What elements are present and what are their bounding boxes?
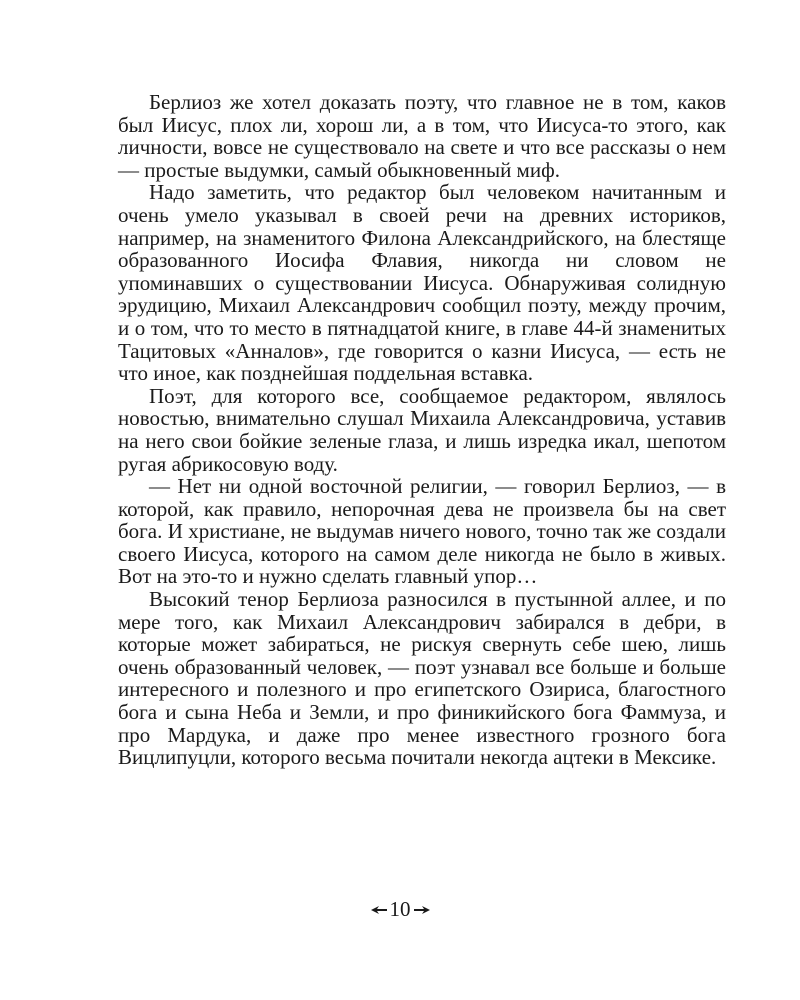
body-text bbox=[118, 91, 726, 769]
paragraph-5: Высокий тенор Берлиоза разносился в пустынной аллее, и по мере того, как Михаил Александрович забирался в дебри, в которые может забираться, не рискуя свернуть себе шею, лишь очень образованный человек, — поэт узнавал все больше и больше интересного и полезного и про египетского Озириса, благостного бога и сына Неба и Земли, и про финикийского бога Фаммуза, и про Мардука, и даже про менее известного грозного бога Вицлипуцли, которого весьма почитали некогда ацтеки в Мексике. bbox=[118, 587, 726, 770]
paragraph-3: Поэт, для которого все, сообщаемое редактором, являлось новостью, внимательно слушал Михаила Александровича, уставив на него свои бойкие зеленые глаза, и лишь изредка икал, шепотом ругая абрикосовую воду. bbox=[118, 383, 726, 476]
paragraph-1: Берлиоз же хотел доказать поэту, что главное не в том, каков был Иисус, плох ли, хорош ли, а в том, что Иисуса-то этого, как личности, вовсе не существовало на свете и что все рассказы о нем — простые выдумки, самый обыкновенный миф. bbox=[118, 90, 726, 182]
page-number: 10 bbox=[389, 897, 411, 921]
right-arrow-ornament-icon bbox=[413, 904, 431, 916]
paragraph-2: Надо заметить, что редактор был человеком начитанным и очень умело указывал в своей речи на древних историков, например, на знаменитого Филона Александрийского, на блестяще образованного Иосифа Флавия, никогда ни словом не упоминавших о существовании Иисуса. Обнаруживая солидную эрудицию, Михаил Александрович сообщил поэту, между прочим, и о том, что то место в пятнадцатой книге, в главе 44-й знаменитых Тацитовых «Анналов», где говорится о казни Иисуса, — есть не что иное, как позднейшая поддельная вставка. bbox=[118, 180, 726, 386]
page-footer bbox=[0, 897, 800, 922]
left-arrow-ornament-icon bbox=[370, 904, 388, 916]
paragraph-4: — Нет ни одной восточной религии, — говорил Берлиоз, — в которой, как правило, непорочная дева не произвела бы на свет бога. И христиане, не выдумав ничего нового, точно так же создали своего Иисуса, которого на самом деле никогда не было в живых. Вот на это-то и нужно сделать главный упор… bbox=[118, 474, 726, 589]
